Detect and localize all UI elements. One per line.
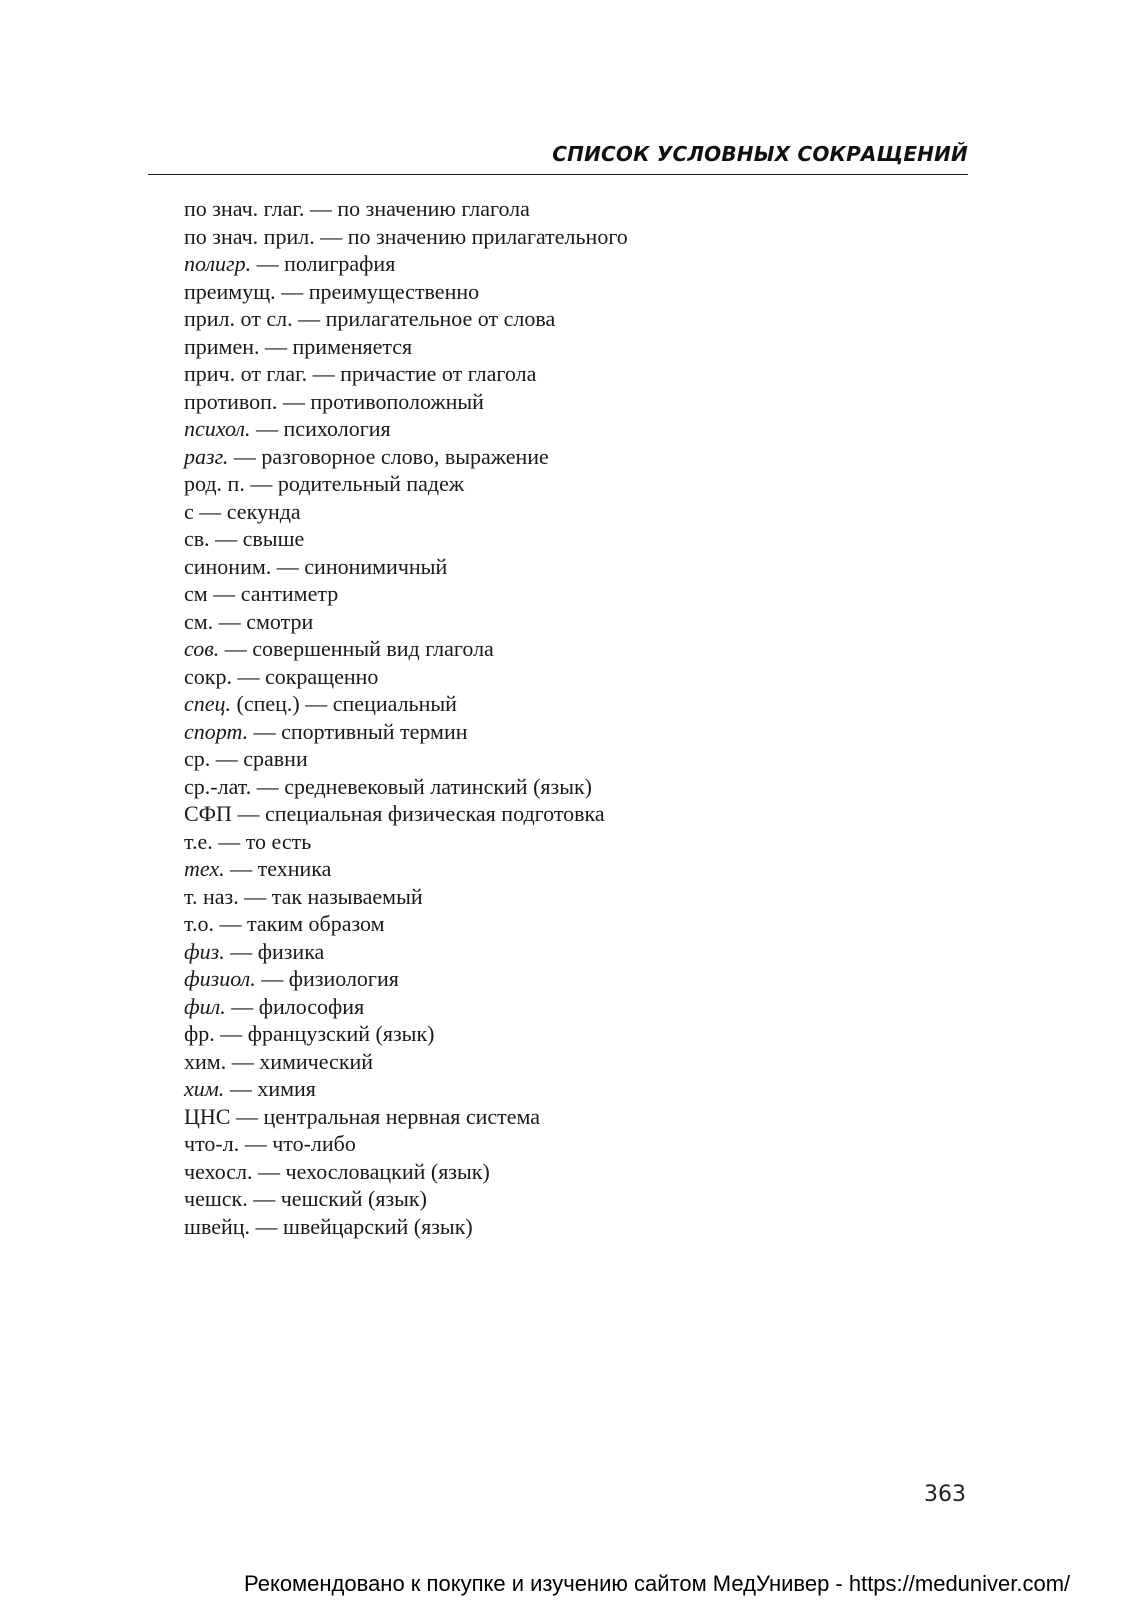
- abbreviation-term: прил. от сл.: [184, 306, 293, 331]
- abbreviation-entry: [184, 1103, 628, 1131]
- abbreviation-entry: [184, 223, 628, 251]
- abbreviation-term: полигр.: [184, 251, 252, 276]
- abbreviation-definition: — физиология: [255, 966, 399, 991]
- abbreviation-term: фр.: [184, 1021, 215, 1046]
- abbreviation-entry: [184, 1048, 628, 1076]
- abbreviation-entry: [184, 1185, 628, 1213]
- abbreviation-definition: — сравни: [210, 746, 308, 771]
- abbreviation-term: швейц.: [184, 1213, 251, 1239]
- abbreviation-entry: [184, 800, 628, 828]
- abbreviation-entry: [184, 498, 628, 526]
- abbreviation-definition: — синонимичный: [271, 553, 448, 579]
- abbreviation-entry: [184, 828, 628, 856]
- abbreviation-entry: [184, 745, 628, 773]
- abbreviation-entry: [184, 388, 628, 416]
- abbreviation-definition: — свыше: [209, 526, 305, 551]
- abbreviation-entry: [184, 415, 628, 443]
- abbreviation-definition: — разговорное слово, выражение: [228, 443, 549, 469]
- abbreviation-definition: — применяется: [259, 333, 413, 359]
- abbreviation-definition: — таким образом: [213, 911, 385, 936]
- abbreviation-entry: [184, 883, 628, 911]
- abbreviation-entry: [184, 278, 628, 306]
- abbreviation-entry: [184, 1130, 628, 1158]
- abbreviation-entry: [184, 635, 628, 663]
- abbreviation-term: хим.: [184, 1076, 225, 1101]
- abbreviation-entry: [184, 1213, 628, 1241]
- abbreviation-entry: [184, 965, 628, 993]
- abbreviation-definition: — противоположный: [277, 388, 484, 414]
- abbreviation-definition: — сантиметр: [207, 581, 339, 606]
- abbreviation-term: фил.: [184, 993, 226, 1019]
- abbreviation-definition: — причастие от глагола: [307, 361, 537, 386]
- abbreviation-term: по знач. глаг.: [184, 196, 305, 221]
- abbreviation-entry: [184, 773, 628, 801]
- abbreviation-definition: — швейцарский (язык): [250, 1213, 473, 1239]
- abbreviation-entry: [184, 333, 628, 361]
- abbreviation-term: преимущ.: [184, 278, 276, 304]
- abbreviation-entry: [184, 525, 628, 553]
- abbreviation-entry: [184, 443, 628, 471]
- abbreviation-term: прич. от глаг.: [184, 361, 308, 386]
- abbreviation-entry: [184, 938, 628, 966]
- abbreviation-definition: — психология: [250, 416, 391, 441]
- abbreviation-entry: [184, 993, 628, 1021]
- running-head-title: СПИСОК УСЛОВНЫХ СОКРАЩЕНИЙ: [552, 142, 968, 166]
- abbreviation-entry: [184, 1158, 628, 1186]
- abbreviation-term: сокр.: [184, 663, 232, 689]
- header-divider: [148, 174, 968, 175]
- abbreviation-term: тех.: [184, 856, 225, 881]
- abbreviation-entry: [184, 305, 628, 333]
- abbreviation-entry: [184, 663, 628, 691]
- abbreviation-definition: — специальная физическая подготовка: [231, 801, 605, 826]
- abbreviation-definition: — прилагательное от слова: [292, 306, 556, 331]
- abbreviation-term: противоп.: [184, 388, 278, 414]
- abbreviation-term: т.о.: [184, 911, 214, 936]
- abbreviation-definition: — по значению глагола: [304, 196, 530, 221]
- abbreviation-definition: — смотри: [213, 608, 314, 634]
- abbreviation-term: спец.: [184, 691, 232, 716]
- abbreviation-definition: — центральная нервная система: [230, 1103, 541, 1129]
- abbreviation-definition: — чешский (язык): [247, 1186, 427, 1211]
- abbreviation-term: сов.: [184, 636, 220, 661]
- abbreviation-term: синоним.: [184, 553, 272, 579]
- abbreviation-definition: — полиграфия: [251, 251, 396, 276]
- abbreviation-term: СФП: [184, 801, 232, 826]
- abbreviation-term: с: [184, 498, 194, 524]
- abbreviation-term: что-л.: [184, 1131, 240, 1156]
- abbreviation-entry: [184, 195, 628, 223]
- abbreviation-entry: [184, 1020, 628, 1048]
- abbreviation-term: физ.: [184, 938, 225, 964]
- abbreviation-definition: — техника: [224, 856, 332, 881]
- abbreviation-term: см.: [184, 608, 214, 634]
- abbreviation-definition: — что-либо: [239, 1131, 356, 1156]
- abbreviation-term: чешск.: [184, 1186, 248, 1211]
- abbreviation-term: спорт.: [184, 718, 249, 744]
- abbreviation-term: чехосл.: [184, 1158, 253, 1184]
- abbreviation-term: т. наз.: [184, 883, 239, 909]
- abbreviation-definition: — спортивный термин: [248, 718, 468, 744]
- abbreviation-entry: [184, 1075, 628, 1103]
- abbreviation-definition: — по значению прилагательного: [314, 223, 628, 249]
- abbreviation-term: ЦНС: [184, 1103, 231, 1129]
- abbreviation-entry: [184, 910, 628, 938]
- abbreviation-entry: [184, 580, 628, 608]
- abbreviation-term: примен.: [184, 333, 260, 359]
- abbreviation-definition: — так называемый: [238, 883, 423, 909]
- abbreviation-term: по знач. прил.: [184, 223, 315, 249]
- abbreviation-definition: — химический: [226, 1048, 374, 1074]
- abbreviation-definition: — французский (язык): [214, 1021, 435, 1046]
- footer-watermark-text: Рекомендовано к покупке и изучению сайтом МедУнивер - https://meduniver.com/: [244, 1571, 1071, 1596]
- abbreviation-term: ср.-лат.: [184, 773, 252, 799]
- abbreviation-definition: — сокращенно: [231, 663, 379, 689]
- abbreviation-definition: — родительный падеж: [244, 471, 465, 496]
- abbreviation-term: разг.: [184, 443, 229, 469]
- abbreviation-entry: [184, 718, 628, 746]
- abbreviation-definition: — средневековый латинский (язык): [251, 773, 593, 799]
- abbreviation-definition: — то есть: [212, 828, 312, 854]
- page-number: 363: [924, 1482, 966, 1507]
- abbreviation-definition: — философия: [225, 993, 365, 1019]
- abbreviation-term: физиол.: [184, 966, 256, 991]
- abbreviation-definition: — химия: [224, 1076, 316, 1101]
- abbreviation-term: св.: [184, 526, 210, 551]
- abbreviation-entry: [184, 470, 628, 498]
- abbreviation-entry: [184, 690, 628, 718]
- abbreviation-definition: — преимущественно: [275, 278, 480, 304]
- abbreviation-term: т.е.: [184, 828, 213, 854]
- abbreviation-list: [184, 195, 628, 1240]
- abbreviation-definition: — чехословацкий (язык): [252, 1158, 490, 1184]
- abbreviation-entry: [184, 360, 628, 388]
- abbreviation-definition: (спец.) — специальный: [231, 691, 457, 716]
- abbreviation-definition: — физика: [224, 938, 325, 964]
- abbreviation-term: см: [184, 581, 208, 606]
- abbreviation-term: ср.: [184, 746, 211, 771]
- abbreviation-term: род. п.: [184, 471, 245, 496]
- abbreviation-term: психол.: [184, 416, 251, 441]
- abbreviation-definition: — секунда: [193, 498, 301, 524]
- abbreviation-entry: [184, 250, 628, 278]
- abbreviation-entry: [184, 553, 628, 581]
- abbreviation-entry: [184, 855, 628, 883]
- abbreviation-definition: — совершенный вид глагола: [219, 636, 494, 661]
- abbreviation-term: хим.: [184, 1048, 227, 1074]
- abbreviation-entry: [184, 608, 628, 636]
